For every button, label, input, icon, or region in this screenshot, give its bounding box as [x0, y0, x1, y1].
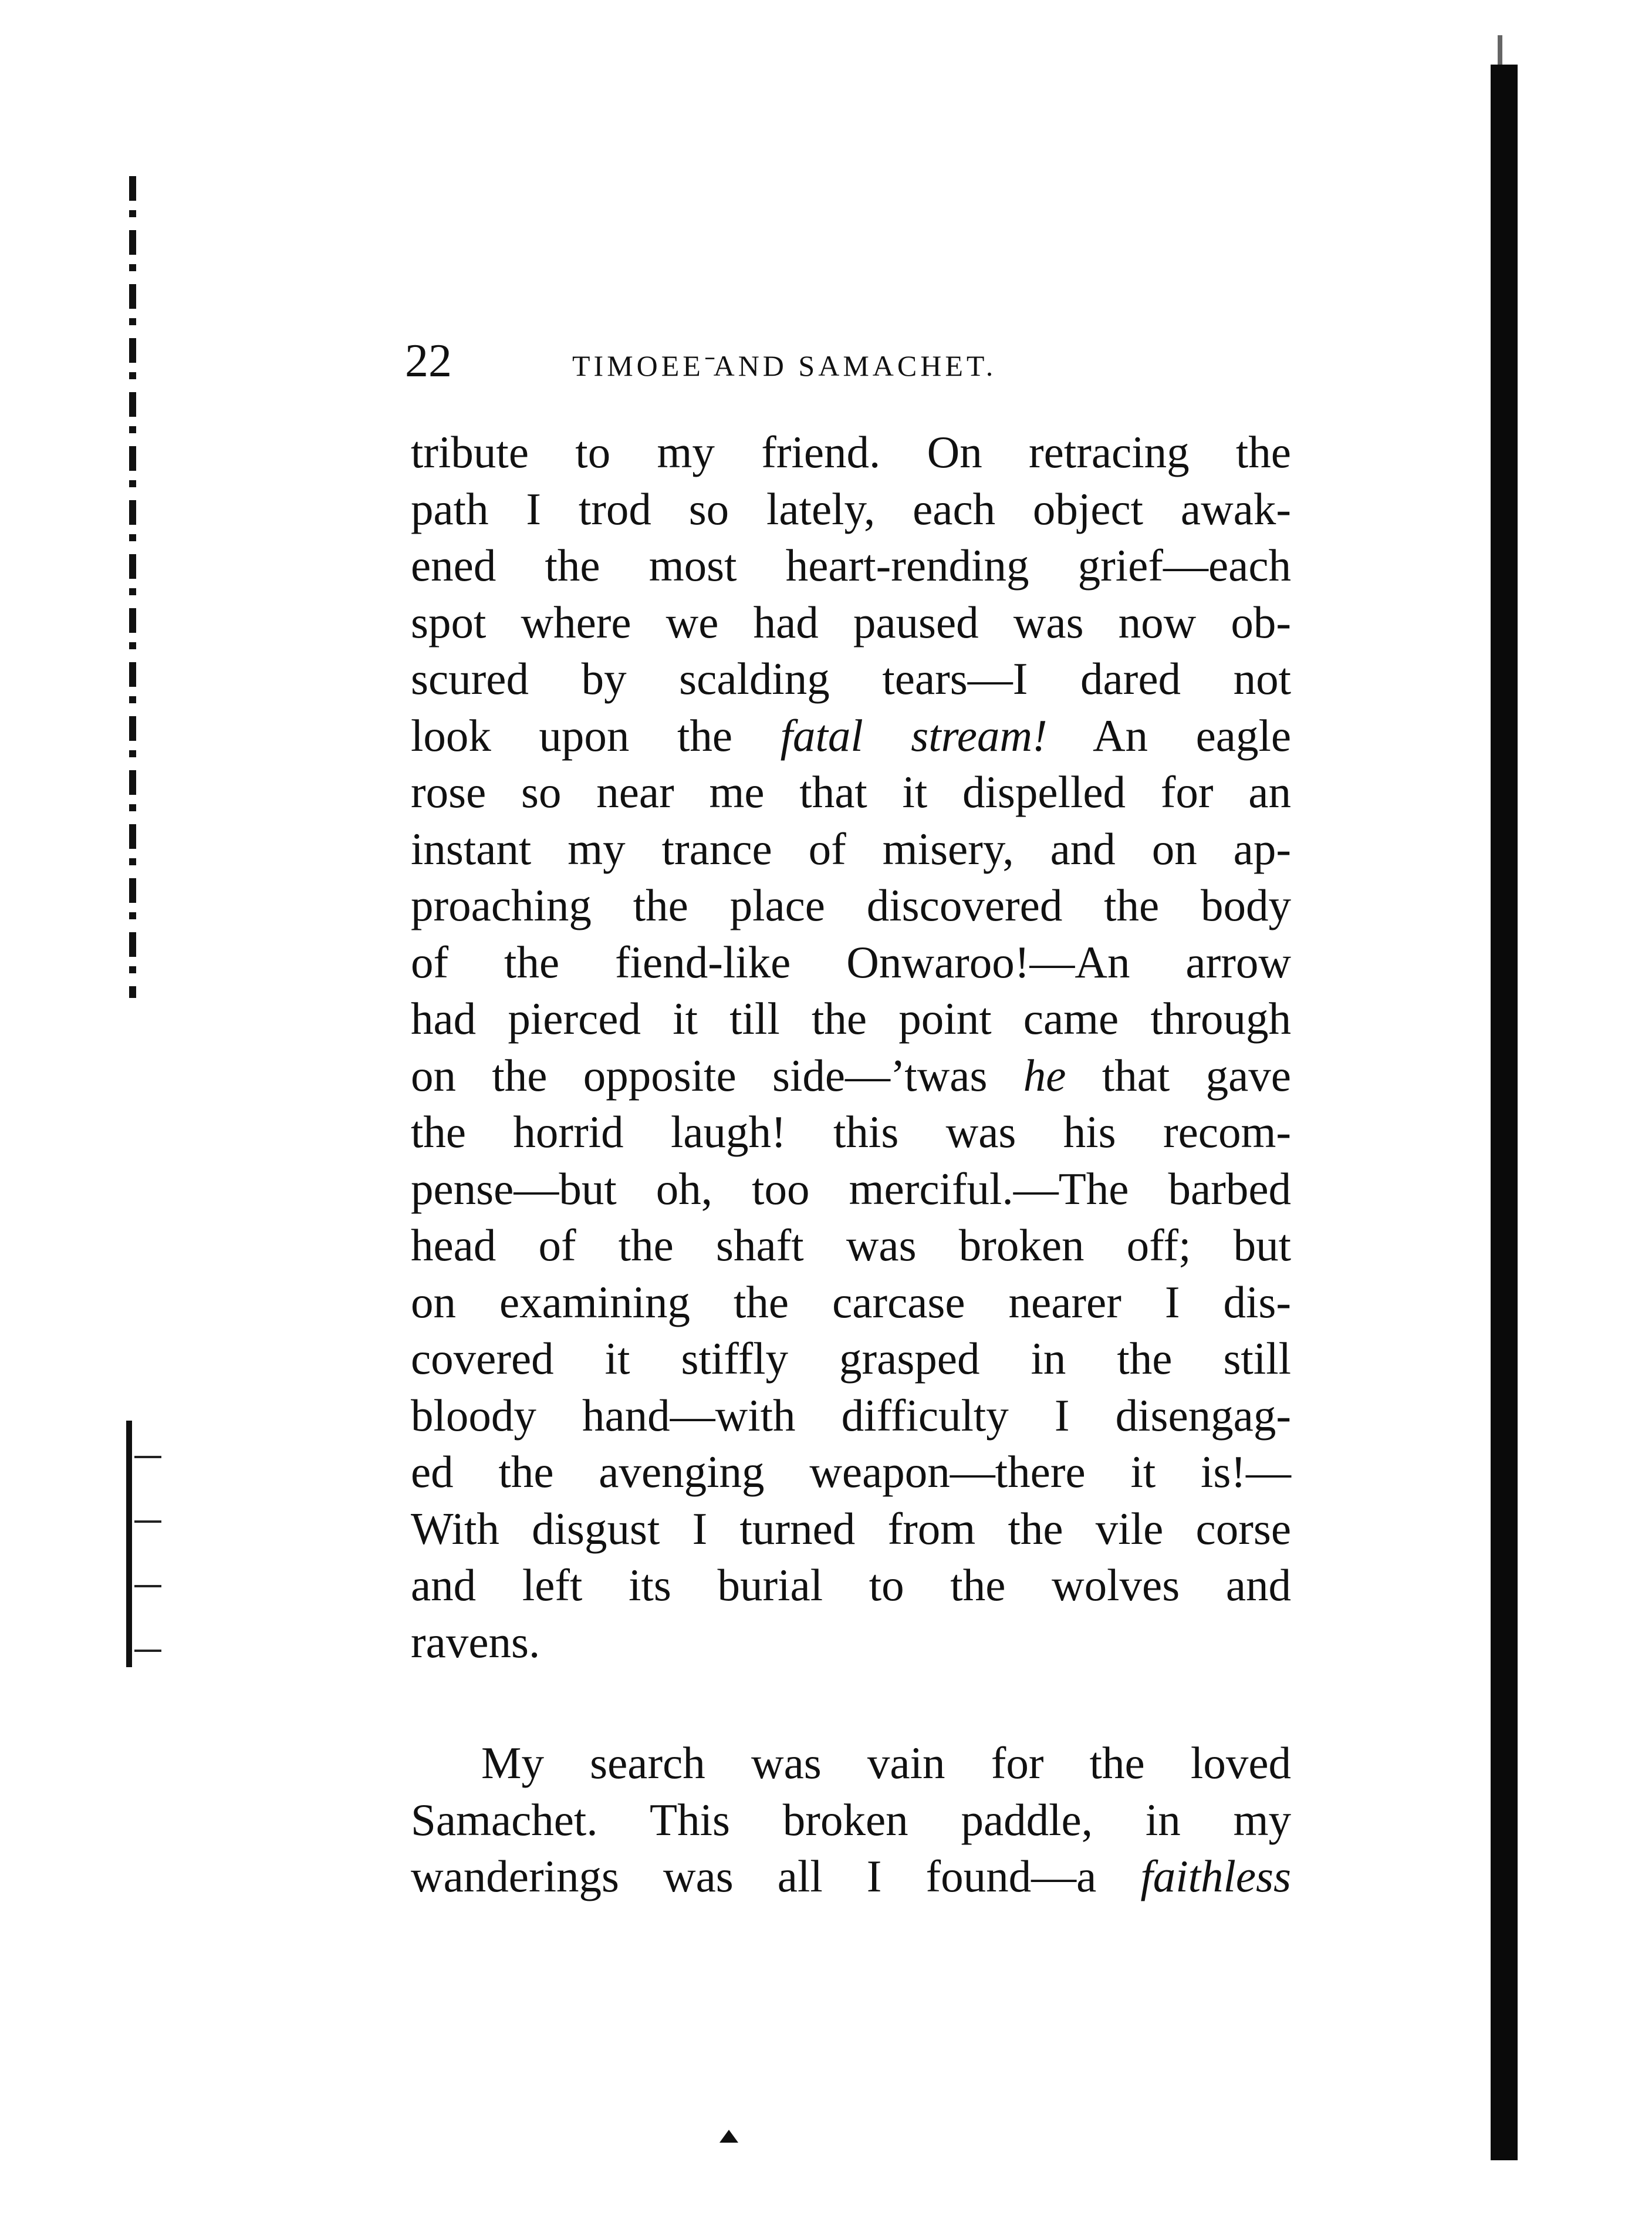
text-fragment: covered it stiffly grasped in the still [411, 1333, 1291, 1384]
text-line [411, 1161, 1291, 1218]
text-line [411, 877, 1291, 934]
text-fragment: With disgust I turned from the vile corse [411, 1503, 1291, 1554]
text-fragment: Samachet. This broken paddle, in my [411, 1794, 1291, 1845]
page-edge-shadow [1491, 65, 1518, 2160]
scan-edge-marks [129, 176, 136, 998]
text-fragment: look upon the [411, 710, 781, 761]
page-number: 22 [405, 335, 452, 387]
page-header [405, 329, 1273, 393]
text-line [411, 1557, 1291, 1614]
text-line [411, 821, 1291, 878]
text-line [411, 1047, 1291, 1104]
text-fragment: pense—but oh, too merciful.—The barbed [411, 1163, 1291, 1214]
text-line [411, 1330, 1291, 1387]
italic-text: he [1023, 1050, 1066, 1101]
text-line [411, 1500, 1291, 1557]
text-line [411, 594, 1291, 651]
text-fragment: bloody hand—with difficulty I disengag- [411, 1390, 1291, 1441]
text-line [411, 1614, 1291, 1671]
text-fragment: My search was vain for the loved [481, 1738, 1291, 1788]
text-line [411, 650, 1291, 707]
text-fragment: path I trod so lately, each object awak- [411, 483, 1291, 534]
running-head: TIMOEE ̄AND SAMACHET. [572, 349, 997, 382]
text-line [411, 990, 1291, 1047]
italic-text: faithless [1140, 1851, 1291, 1901]
text-fragment: on examining the carcase nearer I dis- [411, 1276, 1291, 1327]
text-fragment: wanderings was all I found—a [411, 1851, 1141, 1901]
text-fragment: and left its burial to the wolves and [411, 1560, 1291, 1610]
text-line [411, 707, 1291, 764]
text-fragment: scured by scalding tears—I dared not [411, 653, 1291, 704]
ornament-icon [719, 2130, 738, 2143]
paragraph [411, 424, 1291, 1670]
text-fragment: ed the avenging weapon—there it is!— [411, 1446, 1291, 1497]
text-fragment: An eagle [1047, 710, 1292, 761]
text-line [411, 1217, 1291, 1274]
text-fragment: spot where we had paused was now ob- [411, 596, 1291, 647]
text-line [411, 1735, 1291, 1792]
text-fragment: that gave [1066, 1050, 1291, 1101]
text-line [411, 1848, 1291, 1905]
italic-text: fatal stream! [780, 710, 1048, 761]
paragraph-gap [411, 1670, 1291, 1735]
text-fragment: had pierced it till the point came through [411, 993, 1291, 1044]
text-fragment: proaching the place discovered the body [411, 880, 1291, 930]
text-line [411, 481, 1291, 538]
text-fragment: rose so near me that it dispelled for an [411, 767, 1291, 817]
paragraph [411, 1735, 1291, 1905]
text-line [411, 764, 1291, 821]
text-fragment: tribute to my friend. On retracing the [411, 427, 1291, 477]
body-text [411, 424, 1291, 1905]
text-fragment: of the fiend-like Onwaroo!—An arrow [411, 936, 1291, 987]
text-line [411, 1444, 1291, 1500]
text-line [411, 1387, 1291, 1444]
text-fragment: head of the shaft was broken off; but [411, 1220, 1291, 1270]
text-line [411, 1274, 1291, 1331]
text-line [411, 424, 1291, 481]
text-line [411, 934, 1291, 991]
text-line [411, 537, 1291, 594]
scan-edge-marks-lower [126, 1421, 161, 1667]
text-fragment: the horrid laugh! this was his recom- [411, 1107, 1291, 1157]
text-line [411, 1792, 1291, 1849]
text-fragment: ened the most heart-rending grief—each [411, 540, 1291, 591]
text-fragment: instant my trance of misery, and on ap- [411, 823, 1291, 874]
text-line [411, 1104, 1291, 1161]
text-fragment: on the opposite side—’twas [411, 1050, 1023, 1101]
text-fragment: ravens. [411, 1616, 540, 1667]
